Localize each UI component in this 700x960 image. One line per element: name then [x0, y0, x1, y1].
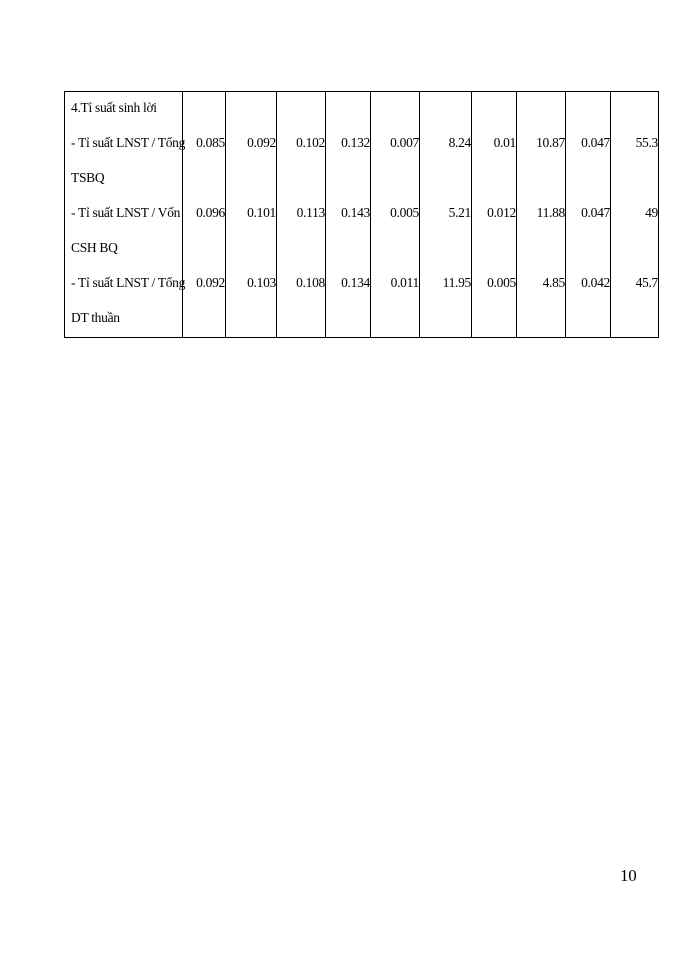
table-cell: 0.092 [196, 275, 225, 290]
page-number: 10 [620, 866, 637, 885]
table-cell: 0.042 [581, 275, 610, 290]
table-cell: 0.113 [296, 205, 325, 220]
row-label-line2: CSH BQ [71, 240, 118, 255]
table-cell: 0.005 [487, 275, 516, 290]
table-cell: 11.88 [536, 205, 565, 220]
table-cell: 0.132 [341, 135, 370, 150]
table-cell: 0.096 [196, 205, 225, 220]
table-cell: 55.3 [635, 135, 658, 150]
row-label-line1: - Tỉ suất LNST / Tổng [71, 135, 186, 150]
table-cell: 5.21 [448, 205, 471, 220]
table-cell: 0.092 [247, 135, 276, 150]
table-cell: 0.085 [196, 135, 225, 150]
table-cell: 0.102 [296, 135, 325, 150]
table-row [65, 127, 659, 197]
table-row [65, 267, 659, 338]
row-label-line2: DT thuần [71, 310, 120, 325]
table-cell: 45.7 [635, 275, 658, 290]
table-row [65, 197, 659, 267]
table-cell: 8.24 [448, 135, 471, 150]
table-cell: 0.012 [487, 205, 516, 220]
table-cell: 11.95 [442, 275, 471, 290]
table-cell: 0.143 [341, 205, 370, 220]
table-row-section-header [65, 92, 659, 128]
profitability-table [64, 91, 659, 338]
table-cell: 0.047 [581, 135, 610, 150]
row-label-line2: TSBQ [71, 170, 105, 185]
table-cell: 0.011 [390, 275, 419, 290]
table-cell: 0.01 [493, 135, 516, 150]
table-cell: 0.005 [390, 205, 419, 220]
section-header-label: 4.Tỉ suất sinh lời [71, 100, 157, 115]
table-cell: 0.047 [581, 205, 610, 220]
table-cell: 4.85 [542, 275, 565, 290]
table-cell: 49 [645, 205, 658, 220]
row-label-line1: - Tỉ suất LNST / Tổng [71, 275, 186, 290]
table-cell: 0.007 [390, 135, 419, 150]
row-label-line1: - Tỉ suất LNST / Vốn [71, 205, 181, 220]
table-cell: 0.103 [247, 275, 276, 290]
table-cell: 0.108 [296, 275, 325, 290]
table-cell: 10.87 [536, 135, 565, 150]
table-cell: 0.134 [341, 275, 370, 290]
table-cell: 0.101 [247, 205, 276, 220]
